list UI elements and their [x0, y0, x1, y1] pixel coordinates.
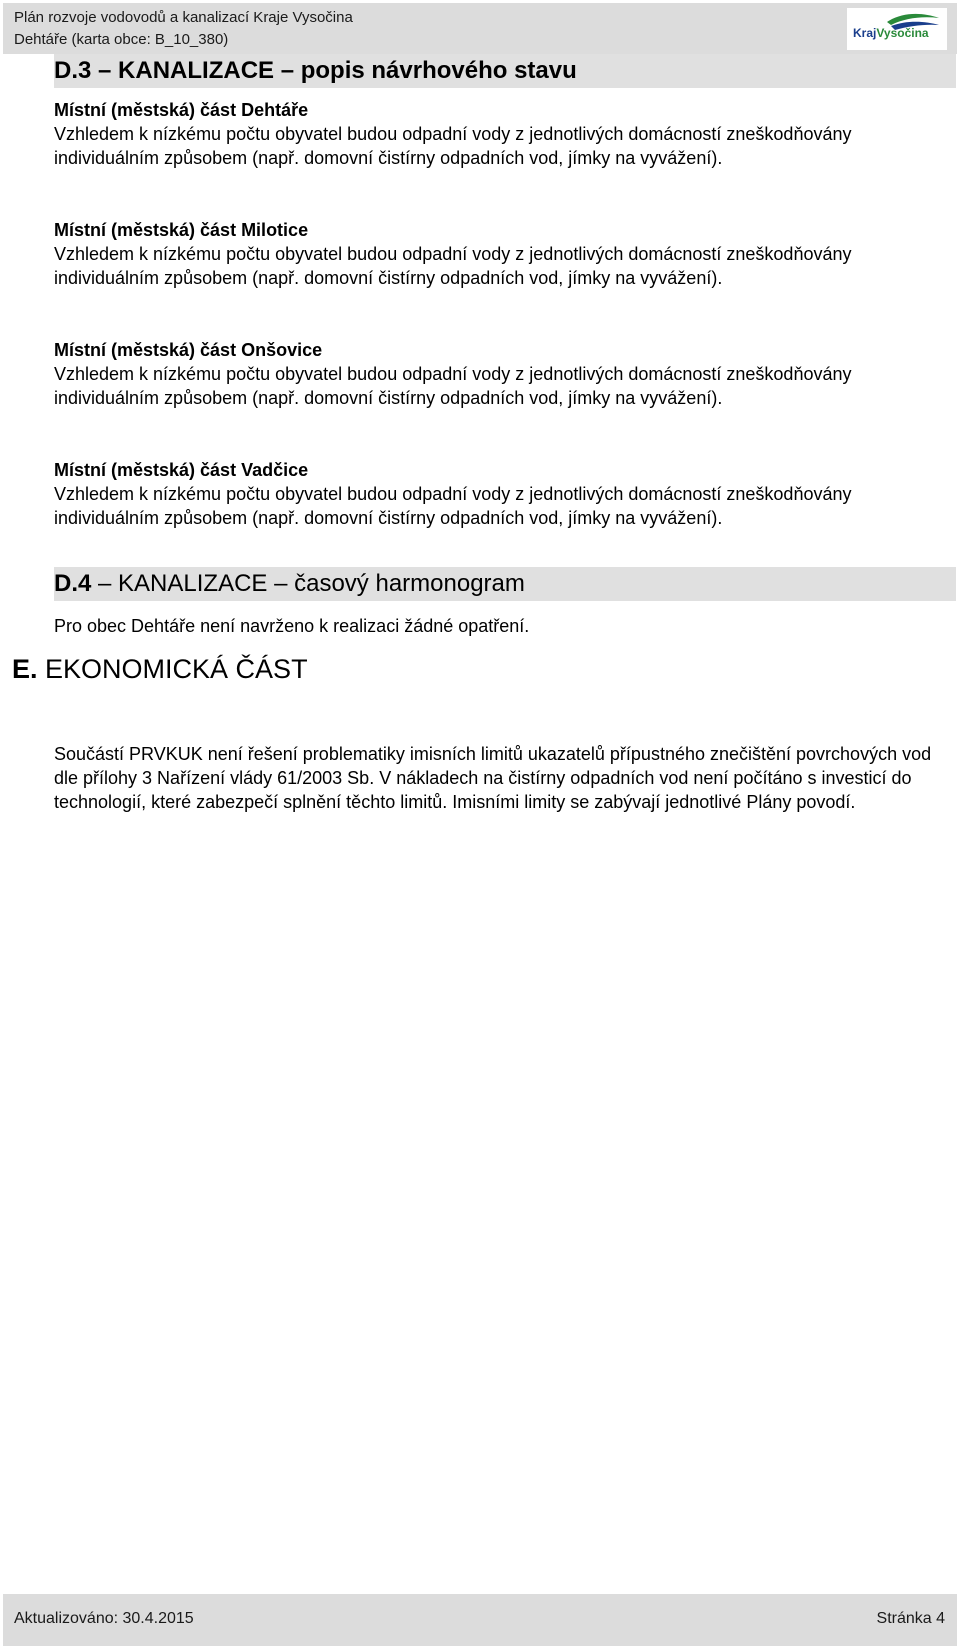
section-d4-body: [54, 614, 934, 638]
page-header: [3, 3, 957, 54]
section-d3-number: D.3: [54, 57, 92, 84]
part-dehtare: [54, 98, 934, 170]
page-number: Stránka 4: [876, 1610, 945, 1627]
part-milotice: [54, 218, 934, 290]
section-e-number: E.: [12, 654, 38, 684]
section-e-heading: [12, 654, 308, 685]
section-d3-heading: [54, 57, 577, 85]
document-subtitle: Dehtáře (karta obce: B_10_380): [14, 31, 229, 48]
part-vadcice: [54, 458, 934, 530]
section-e-title: EKONOMICKÁ ČÁST: [37, 654, 308, 684]
section-e-body: [54, 742, 934, 814]
part-text: Vzhledem k nízkému počtu obyvatel budou odpadní vody z jednotlivých domácností zneškodňovány individuálním způsobem (např. domovní čistírny odpadních vod, jímky na vyvážení).: [54, 124, 852, 168]
section-d3-title: – KANALIZACE – popis návrhového stavu: [91, 57, 577, 84]
logo-text: [853, 26, 929, 40]
section-e-text: Součástí PRVKUK není řešení problematiky imisních limitů ukazatelů přípustného znečištění povrchových vod dle přílohy 3 Nařízení vlády 61/2003 Sb. V nákladech na čistírny odpadních vod není počítáno s investicí do technologií, které zabezpečí splnění těchto limitů. Imisními limity se zabývají jednotlivé Plány povodí.: [54, 744, 932, 812]
section-d4-heading: [54, 570, 525, 598]
part-onsovice: [54, 338, 934, 410]
section-d4-number: D.4: [54, 570, 92, 597]
part-title: Místní (městská) část Dehtáře: [54, 100, 309, 120]
updated-date: Aktualizováno: 30.4.2015: [14, 1610, 194, 1627]
part-text: Vzhledem k nízkému počtu obyvatel budou odpadní vody z jednotlivých domácností zneškodňovány individuálním způsobem (např. domovní čistírny odpadních vod, jímky na vyvážení).: [54, 364, 852, 408]
document-title: Plán rozvoje vodovodů a kanalizací Kraje Vysočina: [14, 9, 353, 26]
part-text: Vzhledem k nízkému počtu obyvatel budou odpadní vody z jednotlivých domácností zneškodňovány individuálním způsobem (např. domovní čistírny odpadních vod, jímky na vyvážení).: [54, 484, 852, 528]
page-footer: [3, 1594, 957, 1646]
part-title: Místní (městská) část Onšovice: [54, 340, 323, 360]
part-text: Vzhledem k nízkému počtu obyvatel budou odpadní vody z jednotlivých domácností zneškodňovány individuálním způsobem (např. domovní čistírny odpadních vod, jímky na vyvážení).: [54, 244, 852, 288]
part-title: Místní (městská) část Vadčice: [54, 460, 309, 480]
logo-text-vysocina: Vysočina: [876, 26, 929, 40]
part-title: Místní (městská) část Milotice: [54, 220, 309, 240]
section-d4-title: – KANALIZACE – časový harmonogram: [91, 570, 525, 597]
kraj-vysocina-logo: [847, 8, 947, 50]
section-d4-text: Pro obec Dehtáře není navrženo k realizaci žádné opatření.: [54, 616, 530, 636]
logo-text-kraj: Kraj: [853, 26, 877, 40]
